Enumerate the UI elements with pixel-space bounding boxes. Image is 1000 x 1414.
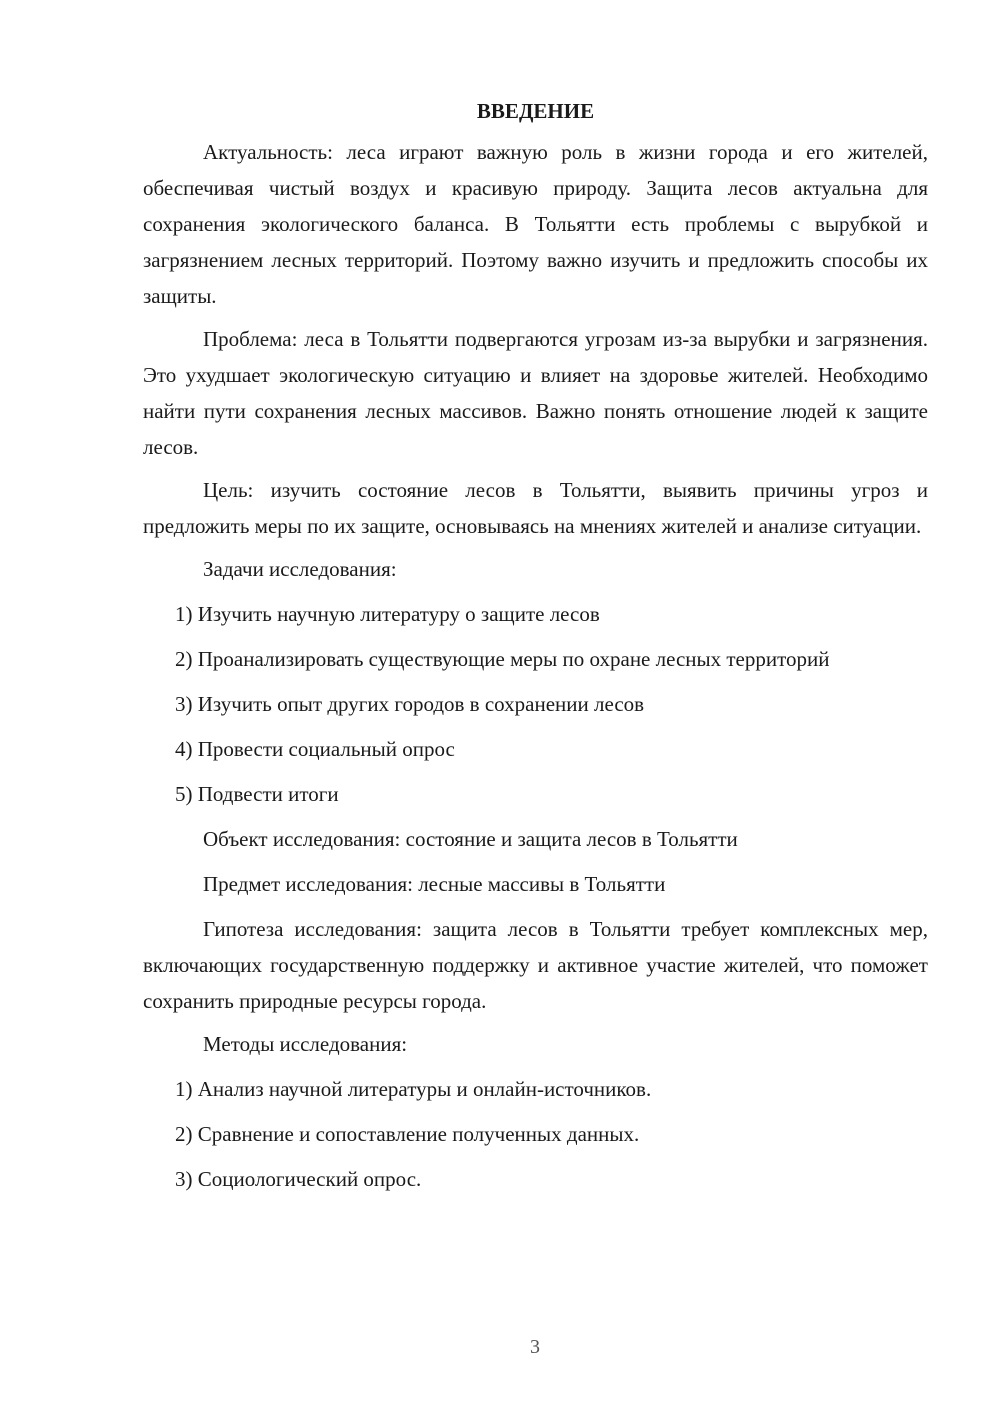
page-number: 3 xyxy=(530,1336,540,1358)
task-item-2: 2) Проанализировать существующие меры по охране лесных территорий xyxy=(175,647,830,671)
method-item-2: 2) Сравнение и сопоставление полученных данных. xyxy=(175,1122,640,1146)
relevance-paragraph: Актуальность: леса играют важную роль в жизни города и его жителей, обеспечивая чистый воздух и красивую природу. Защита лесов актуальна для сохранения экологического баланса. В Тольятти есть проблемы с вырубкой и загрязнением лесных территорий. Поэтому важно изучить и предложить способы их защиты. xyxy=(143,140,928,308)
task-item-5: 5) Подвести итоги xyxy=(175,782,339,806)
section-heading: ВВЕДЕНИЕ xyxy=(476,99,595,123)
problem-paragraph: Проблема: леса в Тольятти подвергаются угрозам из-за вырубки и загрязнения. Это ухудшает экологическую ситуацию и влияет на здоровье жителей. Необходимо найти пути сохранения лесных массивов. Важно понять отношение людей к защите лесов. xyxy=(143,327,928,459)
methods-title: Методы исследования: xyxy=(203,1032,408,1056)
task-item-4: 4) Провести социальный опрос xyxy=(175,737,455,761)
research-subject: Предмет исследования: лесные массивы в Тольятти xyxy=(203,872,666,896)
goal-paragraph: Цель: изучить состояние лесов в Тольятти, выявить причины угроз и предложить меры по их защите, основываясь на мнениях жителей и анализе ситуации. xyxy=(143,478,928,538)
task-item-1: 1) Изучить научную литературу о защите лесов xyxy=(175,602,600,626)
page-content xyxy=(143,96,928,1206)
method-item-3: 3) Социологический опрос. xyxy=(175,1167,422,1191)
hypothesis-paragraph: Гипотеза исследования: защита лесов в Тольятти требует комплексных мер, включающих государственную поддержку и активное участие жителей, что поможет сохранить природные ресурсы города. xyxy=(143,917,928,1013)
method-item-1: 1) Анализ научной литературы и онлайн-источников. xyxy=(175,1077,652,1101)
tasks-title: Задачи исследования: xyxy=(203,557,397,581)
research-object: Объект исследования: состояние и защита лесов в Тольятти xyxy=(203,827,738,851)
task-item-3: 3) Изучить опыт других городов в сохранении лесов xyxy=(175,692,645,716)
